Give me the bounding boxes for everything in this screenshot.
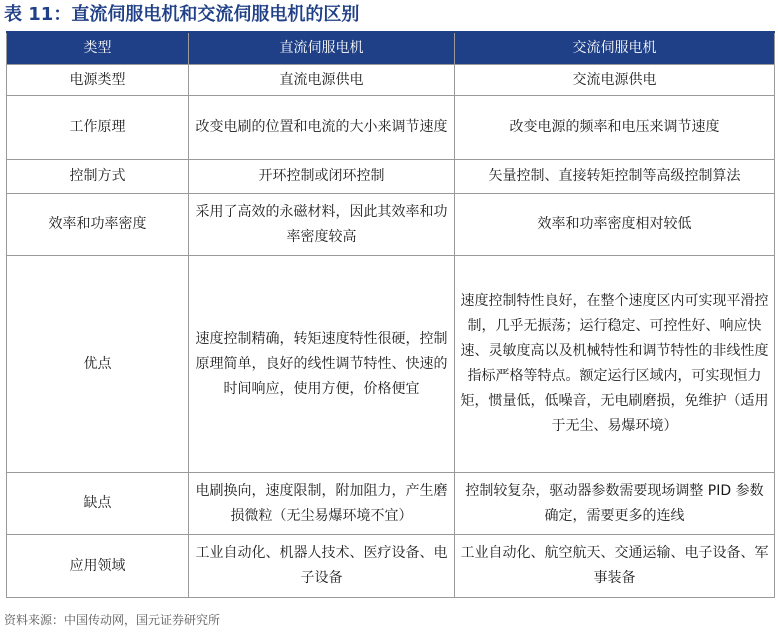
dc-cell: 速度控制精确，转矩速度特性很硬，控制原理简单，良好的线性调节特性、快速的时间响应，使用方便，价格便宜 (189, 256, 455, 473)
comparison-table (6, 31, 775, 598)
ac-cell: 工业自动化、航空航天、交通运输、电子设备、军事装备 (455, 535, 775, 598)
header-ac-servo: 交流伺服电机 (455, 32, 775, 65)
dc-cell: 工业自动化、机器人技术、医疗设备、电子设备 (189, 535, 455, 598)
table-row (7, 65, 775, 96)
ac-cell: 改变电源的频率和电压来调节速度 (455, 96, 775, 160)
table-row (7, 194, 775, 256)
dc-cell: 电刷换向，速度限制，附加阻力，产生磨损微粒（无尘易爆环境不宜） (189, 473, 455, 535)
table-row (7, 96, 775, 160)
ac-cell: 交流电源供电 (455, 65, 775, 96)
row-label: 工作原理 (7, 96, 189, 160)
dc-cell: 改变电刷的位置和电流的大小来调节速度 (189, 96, 455, 160)
dc-cell: 开环控制或闭环控制 (189, 160, 455, 194)
header-type: 类型 (7, 32, 189, 65)
dc-cell: 采用了高效的永磁材料，因此其效率和功率密度较高 (189, 194, 455, 256)
table-row (7, 535, 775, 598)
ac-cell: 矢量控制、直接转矩控制等高级控制算法 (455, 160, 775, 194)
header-row (7, 32, 775, 65)
ac-cell: 效率和功率密度相对较低 (455, 194, 775, 256)
row-label: 控制方式 (7, 160, 189, 194)
row-label: 优点 (7, 256, 189, 473)
row-label: 电源类型 (7, 65, 189, 96)
header-dc-servo: 直流伺服电机 (189, 32, 455, 65)
table-row (7, 473, 775, 535)
row-label: 缺点 (7, 473, 189, 535)
row-label: 效率和功率密度 (7, 194, 189, 256)
table-row (7, 256, 775, 473)
ac-cell: 速度控制特性良好，在整个速度区内可实现平滑控制，几乎无振荡；运行稳定、可控性好、响应快速、灵敏度高以及机械特性和调节特性的非线性度指标严格等特点。额定运行区域内，可实现恒力矩，惯量低，低噪音，无电刷磨损，免维护（适用于无尘、易爆环境） (455, 256, 775, 473)
source-note: 资料来源：中国传动网，国元证券研究所 (4, 613, 221, 627)
table-row (7, 160, 775, 194)
row-label: 应用领域 (7, 535, 189, 598)
ac-cell: 控制较复杂，驱动器参数需要现场调整 PID 参数确定，需要更多的连线 (455, 473, 775, 535)
table-caption: 表 11：直流伺服电机和交流伺服电机的区别 (4, 4, 360, 25)
dc-cell: 直流电源供电 (189, 65, 455, 96)
